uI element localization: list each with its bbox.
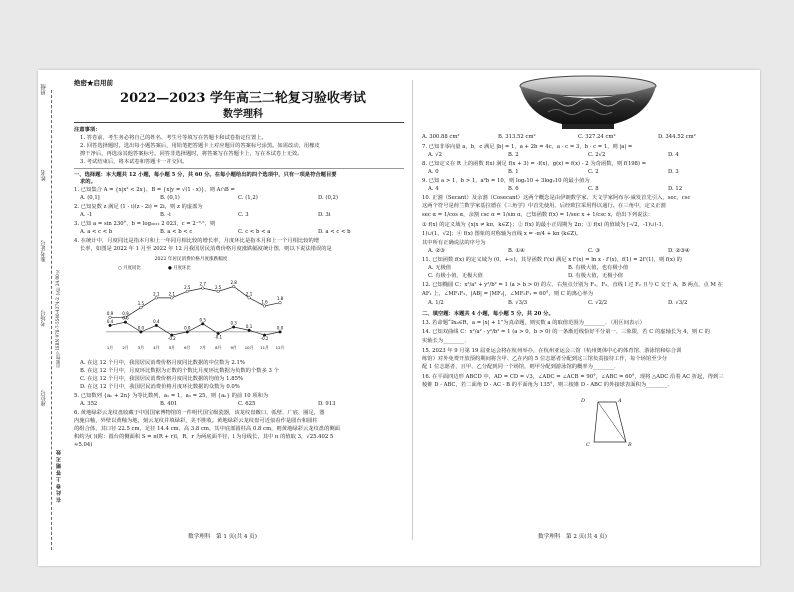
secret-label: 绝密★启用前 xyxy=(74,79,113,87)
q4-option-d: D. 在这 12 个月中，我国居民消费价格月度环比数据的众数为 0.0% xyxy=(80,384,240,390)
q8-option-c: C. 2 xyxy=(588,169,599,175)
series-line-mom xyxy=(110,322,280,335)
data-label: 0.0 xyxy=(184,325,191,331)
question-8: 8. 已知定义在 R 上的函数 f(x) 满足 f(x + 3) = -f(x)，g(x) = f(x) - 2 为奇函数，则 f(198) = xyxy=(422,161,647,167)
question-16-cont: 棱锥 D - ABC，若二面角 D - AC - B 的平面角为 135°，则三棱锥 D - ABC 的外接球表面积为________． xyxy=(422,382,673,388)
data-label: 2.5 xyxy=(184,284,191,290)
x-tick-label: 5月 xyxy=(168,345,175,350)
legend-yoy-label: 月度同比 xyxy=(123,266,141,271)
q4-option-c: C. 在这 12 个月中，我国居民消费价格月度同比数据的均值为 1.85% xyxy=(80,376,243,382)
question-10-cont: 1)∪(1，√2]；④ f(x) 图象的对称轴为直线 x = -π/4 + kπ (k∈Z)。 xyxy=(422,231,582,237)
q7-option-d: D. 4 xyxy=(668,152,679,158)
question-15-cont: 配 1 位志愿者，且甲、乙分配到同一个场馆，则甲分配到游泳馆的概率为________． xyxy=(422,364,620,370)
x-tick-label: 10月 xyxy=(244,345,254,350)
data-point xyxy=(124,321,127,324)
binding-item-room: 考场号 xyxy=(41,310,47,327)
notice-line: 1. 答卷前，考生务必将自己的姓名、考生号等填写在答题卡和试卷指定位置上。 xyxy=(80,135,267,141)
q11-option-b: B. 有极大值，也有极小值 xyxy=(568,265,629,271)
binding-item-seat: 座位号 xyxy=(41,390,47,407)
q10-option-c: C. ③ xyxy=(588,248,600,254)
data-label: 0.4 xyxy=(106,318,114,324)
legend-mom: ● 月度环比 xyxy=(168,266,191,271)
q5-option-a: A. 352 xyxy=(80,401,98,407)
question-12-cont: AF₁ 上，∠MF₁F₂，|AB| = |MF₂|，∠MF₂F₁ = 60°，则 C 的离心率为 xyxy=(422,291,593,297)
data-label: -0.2 xyxy=(260,336,269,342)
q1-option-b: B. (0,1) xyxy=(160,195,180,201)
question-14-cont: 实轴长为________． xyxy=(422,338,470,344)
question-9: 9. 已知 a > 1，b > 1，a²b = 10，则 log₂10 + 3log₂10 的最小值为 xyxy=(422,178,590,184)
fig-label-b: B xyxy=(628,442,632,448)
exam-sheet xyxy=(38,70,760,566)
data-label: 0.1 xyxy=(245,323,253,329)
data-label: 0.9 xyxy=(106,310,114,316)
notice-line: 2. 回答选择题时，选出每小题答案后，用铅笔把答题卡上对应题目的答案标号涂黑。如需改动，用橡皮 xyxy=(80,143,320,149)
x-tick-label: 12月 xyxy=(275,345,285,350)
q7-option-c: C. 2√2 xyxy=(588,152,606,158)
q1-option-a: A. (0,1] xyxy=(80,195,100,201)
q5-option-d: D. 913 xyxy=(318,401,336,407)
question-11: 11. 已知函数 f(x) 的定义域为 (0，+∞)，其导函数 f'(x) 满足 x f'(x) = ln x - f'(x)，f(1) = 2f'(1)，则 f(x) 的 xyxy=(422,257,682,263)
binding-item-name: 姓名 xyxy=(41,170,47,181)
data-point xyxy=(140,331,143,334)
data-label: 1.5 xyxy=(137,301,145,307)
data-label: 0.9 xyxy=(122,310,129,316)
data-label: 2.5 xyxy=(214,284,222,290)
x-tick-label: 4月 xyxy=(153,345,160,350)
question-16: 16. 在平面四边形 ABCD 中，AD = CD = √3，∠ADC = ∠ACB = 90°，∠ABC = 60°，现将 △ADC 沿着 AC 折起，得到三 xyxy=(422,374,724,380)
fig-label-c: C xyxy=(586,442,590,448)
data-label: 2.1 xyxy=(245,291,253,297)
q6-option-d: D. 344.52 cm² xyxy=(658,134,696,140)
q8-option-d: D. 3 xyxy=(668,169,679,175)
data-point xyxy=(155,297,158,300)
question-2: 2. 已知复数 z 满足 (1 - i)(z - 2i) = 2i，则 z 的虚部为 xyxy=(74,204,203,210)
data-label: 0.3 xyxy=(230,320,237,326)
binding-isbn-note: 出版物号 ISBN 978-7-5540-4374-2 定价 24.00元 xyxy=(55,270,60,369)
data-label: 0.0 xyxy=(276,325,284,331)
question-4: 4. 在统计中，月度同比是指本月和上一年同月相比较的增长率，月度环比是指本月和上一个月相比较的增 xyxy=(74,238,320,244)
q8-option-b: B. 1 xyxy=(508,169,519,175)
fig-label-a: A xyxy=(618,398,622,404)
binding-item-exam-no: 准考证号 xyxy=(41,240,47,262)
chart-title: 2022 年居民消费价格月度涨跌幅度 xyxy=(154,257,228,262)
question-10-cont: ① f(x) 的定义域为 {x|x ≠ kπ，k∈Z}；② f(x) 的最小正周期为 2π；③ f(x) 的值域为 [-√2，-1)∪(-1， xyxy=(422,222,668,228)
data-label: 2.8 xyxy=(230,279,237,285)
question-15-cont: 练馆）对外免费开放预约期间将含甲、乙在内的 5 位志愿者分配到这三馆负责接待工作，每个场馆至少分 xyxy=(422,356,668,362)
header-rule xyxy=(74,122,404,123)
q7-option-a: A. √2 xyxy=(428,152,442,158)
question-1: 1. 已知集合 A = {x|x² < 2x}，B = {x|y = √(1 - x)}，则 A∩B = xyxy=(74,187,235,193)
series-line-yoy xyxy=(110,286,280,317)
question-12: 12. 已知椭圆 C：x²/a² + y²/b² = 1 (a > b > 0) 的左、右焦点分别为 F₁，F₂，直线 l 过 F₂ 且与 C 交于 A，B 两点，点 M 在 xyxy=(422,282,723,288)
binding-item-class: 班级 xyxy=(41,84,47,95)
data-label: -0.1 xyxy=(214,334,223,340)
notice-line: 擦干净后，再选涂其他答案标号。回答非选择题时，将答案写在答题卡上，写在本试卷上无效。 xyxy=(80,151,303,157)
question-6-cont: 内施白釉，外壁以黄釉为地，刻云龙纹并填绿彩，美不胜收。黄地绿彩云龙纹盘可近似看作是圆台和圆柱 xyxy=(74,418,318,424)
column-divider xyxy=(412,80,413,540)
question-15: 15. 2023 年 9 月第 19 届亚运会将在杭州举办，在杭州亚运会三馆（杭州奥体中心的体育馆、游泳馆和综合训 xyxy=(422,348,682,354)
x-tick-label: 9月 xyxy=(230,345,237,350)
question-14: 14. 已知双曲线 C：x²/a² - y²/b² = 1 (a > 0，b > 0) 的一条渐近线恰好平分第一、三象限，若 C 的虚轴长为 4，则 C 的 xyxy=(422,329,710,335)
notice-rule xyxy=(74,168,404,169)
q11-option-d: D. 有极大值，无极小值 xyxy=(568,273,624,279)
q11-option-a: A. 无极值 xyxy=(428,265,452,271)
q1-option-c: C. (1,2) xyxy=(238,195,258,201)
q12-option-b: B. √3/3 xyxy=(508,300,528,306)
q10-option-a: A. ②③ xyxy=(428,248,445,254)
question-3: 3. 已知 a = sin 230°，b = log₂₀₂₂ 2 023，c = 2⁻⁰·⁵，则 xyxy=(74,221,216,227)
q3-option-d: D. a < c < b xyxy=(318,229,351,235)
q2-option-a: A. -1 xyxy=(80,212,93,218)
exam-subject: 数学理科 xyxy=(223,109,263,120)
data-point xyxy=(109,324,112,327)
legend-yoy: ○ 月度同比 xyxy=(118,266,141,271)
dragon-bowl-photo xyxy=(518,72,658,132)
data-point xyxy=(201,287,204,290)
data-point xyxy=(232,285,235,288)
question-7: 7. 已知非零向量 a，b，c 满足 |b| = 1，a + 2b = 4c，a - c = 3，b · c = 1，则 |a| = xyxy=(422,144,633,150)
question-10-cont: 其中所有正确说法的序号为 xyxy=(422,240,486,246)
x-tick-label: 6月 xyxy=(184,345,191,350)
data-label: 0.5 xyxy=(199,317,206,323)
q2-option-b: B. -i xyxy=(160,212,171,218)
q5-option-c: C. 625 xyxy=(238,401,256,407)
q1-option-d: D. (0,2) xyxy=(318,195,338,201)
question-13: 13. 若命题“∃x₀∈R，a = |x| + 1”为真命题，则实数 a 的取值范围为________．（用区间表示） xyxy=(422,320,645,326)
section1-heading: 一、选择题：本大题共 12 小题，每小题 5 分，共 60 分。在每小题给出的四个选项中，只有一项是符合题目要 xyxy=(74,172,337,178)
q9-option-c: C. 8 xyxy=(588,186,599,192)
question-6-cont: 的组合体，其口径 22.5 cm，足径 14.4 cm，高 3.8 cm，其中底部圆柱高 0.8 cm，则黄地绿彩云龙纹盘的侧面 xyxy=(74,426,340,432)
data-point xyxy=(248,297,251,300)
data-label: 2.1 xyxy=(153,291,160,297)
q5-option-b: B. 401 xyxy=(160,401,178,407)
exam-title: 2022—2023 学年高三二轮复习验收考试 xyxy=(120,91,366,106)
data-point xyxy=(248,329,251,332)
q4-option-b: B. 在这 12 个月中，月度环比数据为正数的个数比月度环比数据为负数的个数多 3 个 xyxy=(80,368,279,374)
section1-heading-cont: 求的。 xyxy=(80,179,96,185)
q2-option-c: C. 3 xyxy=(238,212,249,218)
q7-option-b: B. 2 xyxy=(508,152,519,158)
data-point xyxy=(279,301,282,304)
fig-label-d: D xyxy=(581,398,586,404)
data-label: 1.8 xyxy=(276,296,284,302)
q4-option-a: A. 在这 12 个月中，我国居民消费价格月度同比数据的中位数为 2.1% xyxy=(80,360,245,366)
data-point xyxy=(171,297,174,300)
q12-option-d: D. √3/2 xyxy=(668,300,688,306)
data-point xyxy=(201,322,204,325)
legend-mom-label: 月度环比 xyxy=(173,266,191,271)
data-label: 2.7 xyxy=(199,281,206,287)
x-tick-label: 8月 xyxy=(215,345,222,350)
x-tick-label: 1月 xyxy=(106,345,114,350)
question-10-cont: 这两个符号是荷兰数学家基拉德在《三角学》中首先使用，后经欧拉采用得以通行。在三角中，定义正割 xyxy=(422,203,666,209)
q3-option-b: B. a < b < c xyxy=(160,229,193,235)
x-tick-label: 2月 xyxy=(122,345,129,350)
data-label: 0.6 xyxy=(122,315,129,321)
binding-dashed-line xyxy=(51,90,52,550)
notice-line: 3. 考试结束后，将本试卷和答题卡一并交回。 xyxy=(80,159,188,165)
data-label: 0.0 xyxy=(137,325,145,331)
question-6: 6. 黄地绿彩云龙纹盘收藏于中国国家博物馆的一件明代国宝级瓷器，该龙纹盘敞口、弧壁、广底、圈足，器 xyxy=(74,410,325,416)
q9-option-d: D. 12 xyxy=(668,186,683,192)
data-point xyxy=(155,324,158,327)
q8-option-a: A. 0 xyxy=(428,169,439,175)
cpi-line-chart xyxy=(96,270,286,350)
data-point xyxy=(217,290,220,293)
q6-option-b: B. 313.52 cm² xyxy=(498,134,536,140)
x-tick-label: 11月 xyxy=(260,345,269,350)
binding-strip xyxy=(38,70,65,566)
data-point xyxy=(186,331,189,334)
question-4-cont: 长率，如图是 2022 年 1 月至 2022 年 12 月我国居民消费价格月度涨跌幅度统计图，则以下说法错误的是 xyxy=(80,246,332,252)
question-10-cont: sec α = 1/cos α，余割 csc α = 1/sin α，已知函数 f(x) = 1/sec x + 1/csc x，给出下列说法： xyxy=(422,212,654,218)
q9-option-b: B. 6 xyxy=(508,186,519,192)
q9-option-a: A. 4 xyxy=(428,186,439,192)
q2-option-d: D. 3i xyxy=(318,212,331,218)
q3-option-a: A. a < c < b xyxy=(80,229,113,235)
q6-option-a: A. 300.88 cm² xyxy=(422,134,460,140)
q12-option-c: C. √2/2 xyxy=(588,300,608,306)
data-label: 1.6 xyxy=(261,299,268,305)
section2-heading: 二、填空题：本题共 4 小题，每小题 5 分，共 20 分。 xyxy=(422,311,554,317)
q11-option-c: C. 有极小值，无极大值 xyxy=(428,273,483,279)
data-label: -0.2 xyxy=(167,336,176,342)
x-tick-label: 3月 xyxy=(137,345,145,350)
data-point xyxy=(263,305,266,308)
binding-invalid-label: 在 此 卷 上 答 题 无 效 xyxy=(56,450,62,503)
q12-option-a: A. 1/2 xyxy=(428,300,444,306)
question-6-cont: ≈5.04) xyxy=(74,442,93,448)
q10-option-b: B. ①④ xyxy=(508,248,525,254)
question-10: 10. 正割（Secant）及余割（Cosecant）这两个概念是由伊朗数学家、天文学家阿布尔·威发首先引入，sec，csc xyxy=(422,195,691,201)
data-label: 2.1 xyxy=(168,291,176,297)
question-5: 5. 已知数列 {aₙ + 2n} 为等比数列，a₁ = 1，a₃ = 25，则 {aₙ} 的前 10 项和为 xyxy=(74,393,269,399)
data-point xyxy=(232,326,235,329)
question-6-cont: 积约为( )(附：圆台的侧面积 S = π(R + r)l，R，r 为两底面半径，l 为母线长，其中 π 的值取 3，√25.402 5 xyxy=(74,434,334,440)
data-point xyxy=(140,306,143,309)
q10-option-d: D. ②③④ xyxy=(668,248,690,254)
q6-option-c: C. 327.24 cm² xyxy=(578,134,616,140)
x-tick-label: 7月 xyxy=(199,345,206,350)
data-point xyxy=(186,290,189,293)
page-footer-1: 数学理科 第 1 页(共 4 页) xyxy=(188,534,257,540)
data-point xyxy=(279,331,282,334)
q3-option-c: C. c < b < a xyxy=(238,229,271,235)
data-label: 0.4 xyxy=(153,318,160,324)
page-footer-2: 数学理科 第 2 页(共 4 页) xyxy=(538,534,607,540)
notice-title: 注意事项： xyxy=(74,127,101,133)
